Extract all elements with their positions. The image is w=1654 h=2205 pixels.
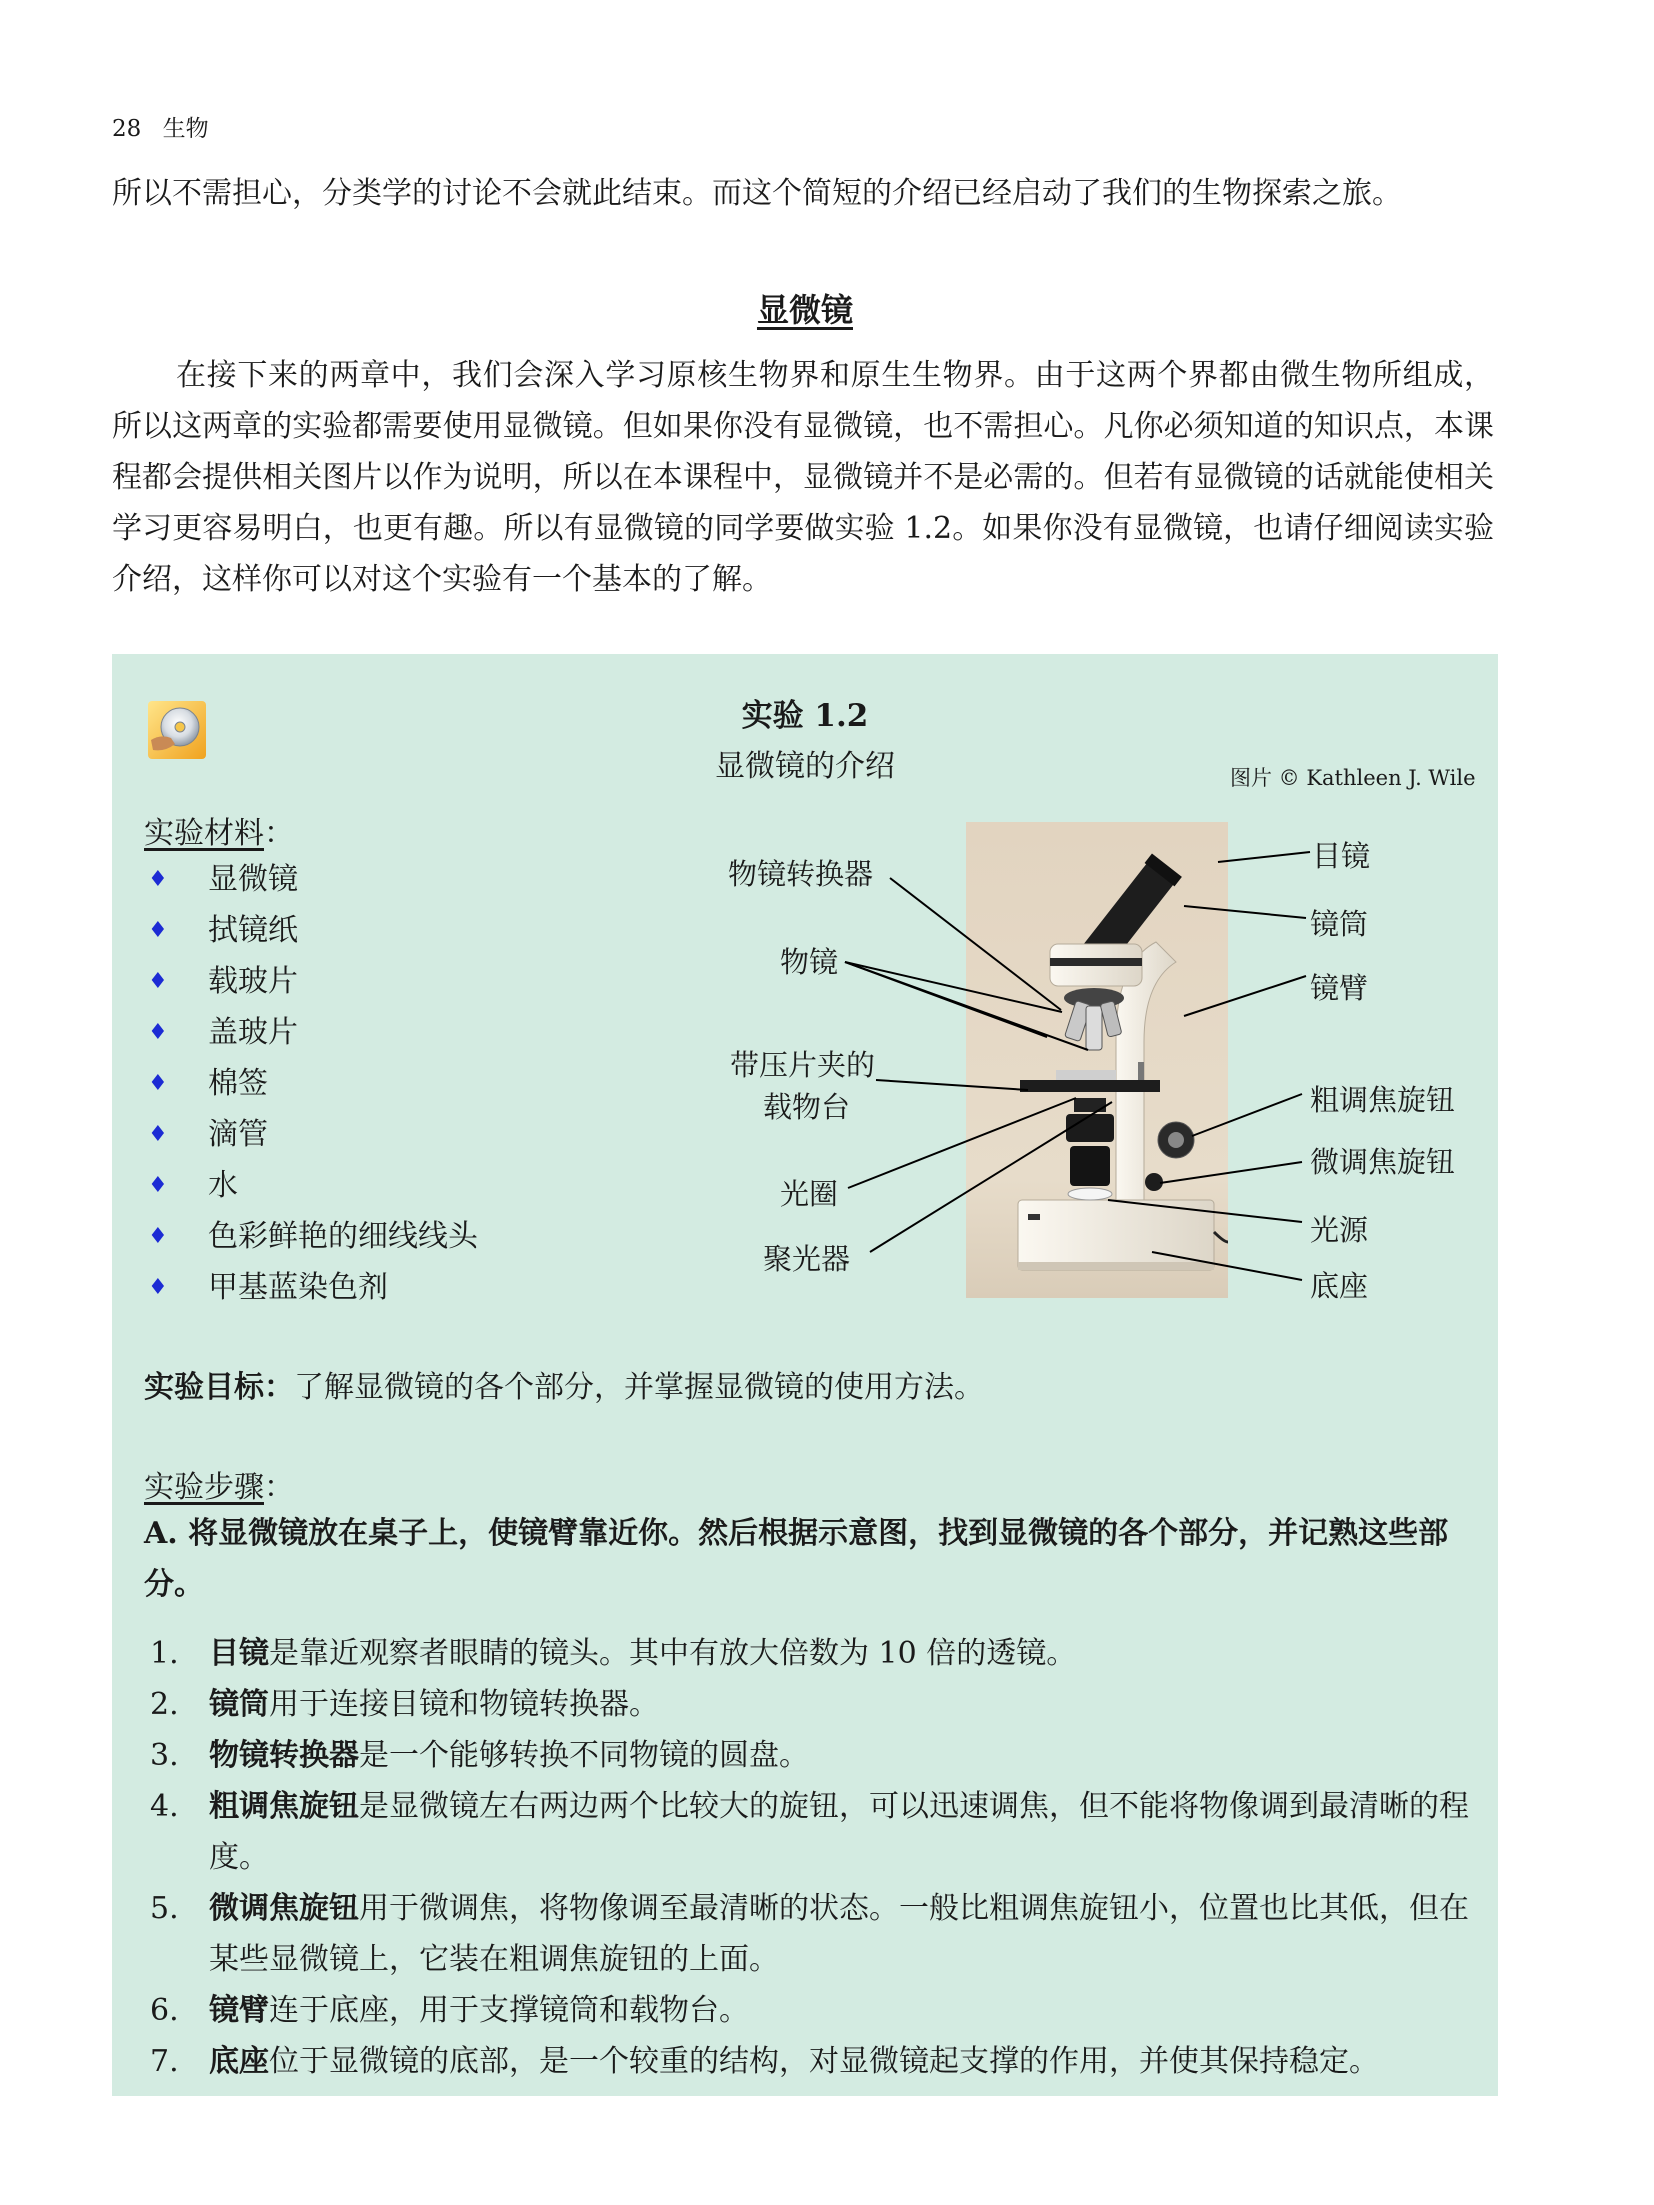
diamond-bullet-icon: ♦ xyxy=(148,1071,168,1096)
cd-icon xyxy=(147,700,207,760)
section-paragraph: 在接下来的两章中，我们会深入学习原核生物界和原生生物界。由于这两个界都由微生物所组成，所以这两章的实验都需要使用显微镜。但如果你没有显微镜，也不需担心。凡你必须知道的知识点，本课程都会提供相关图片以作为说明，所以在本课程中，显微镜并不是必需的。但若有显微镜的话就能使相关学习更容易明白，也更有趣。所以有显微镜的同学要做实验 1.2。如果你没有显微镜，也请仔细阅读实验介绍，这样你可以对这个实验有一个基本的了解。 xyxy=(112,358,1494,597)
label-objective: 物镜 xyxy=(780,945,839,979)
material-item: ♦ 显微镜 xyxy=(148,854,478,905)
step-item: 4. 粗调焦旋钮是显微镜左右两边两个比较大的旋钮，可以迅速调焦，但不能将物像调到最清晰的程度。 xyxy=(150,1789,1469,1875)
step-item: 7. 底座位于显微镜的底部，是一个较重的结构，对显微镜起支撑的作用，并使其保持稳定。 xyxy=(150,2044,1379,2079)
label-fine-knob: 微调焦旋钮 xyxy=(1310,1145,1456,1179)
diamond-bullet-icon: ♦ xyxy=(148,867,168,892)
diamond-bullet-icon: ♦ xyxy=(148,1173,168,1198)
goal-text: 了解显微镜的各个部分，并掌握显微镜的使用方法。 xyxy=(294,1370,984,1405)
label-tube: 镜筒 xyxy=(1310,907,1369,941)
experiment-subtitle: 显微镜的介绍 xyxy=(715,749,895,784)
step-item: 3. 物镜转换器是一个能够转换不同物镜的圆盘。 xyxy=(150,1738,809,1773)
label-coarse-knob: 粗调焦旋钮 xyxy=(1310,1083,1456,1117)
step-item: 6. 镜臂连于底座，用于支撑镜筒和载物台。 xyxy=(150,1993,749,2028)
experiment-goal: 实验目标：了解显微镜的各个部分，并掌握显微镜的使用方法。 xyxy=(144,1370,984,1405)
label-stage-line2: 载物台 xyxy=(763,1090,851,1124)
step-a: A. 将显微镜放在桌子上，使镜臂靠近你。然后根据示意图，找到显微镜的各个部分，并记熟这些部分。 xyxy=(144,1516,1449,1602)
materials-list xyxy=(148,854,478,1313)
material-item: ♦ 拭镜纸 xyxy=(148,905,478,956)
label-condenser: 聚光器 xyxy=(763,1242,851,1276)
diamond-bullet-icon: ♦ xyxy=(148,969,168,994)
steps-heading: 实验步骤： xyxy=(144,1470,294,1505)
label-light-source: 光源 xyxy=(1310,1213,1369,1247)
microscope-photo xyxy=(966,822,1228,1298)
steps-list xyxy=(150,1628,1480,2087)
intro-paragraph: 所以不需担心，分类学的讨论不会就此结束。而这个简短的介绍已经启动了我们的生物探索之旅。 xyxy=(112,176,1402,211)
section-title: 显微镜 xyxy=(756,291,853,329)
material-item: ♦ 甲基蓝染色剂 xyxy=(148,1262,478,1313)
photo-credit: 图片 © Kathleen J. Wile xyxy=(1230,766,1476,790)
page-header xyxy=(112,110,209,143)
label-stage-line1: 带压片夹的 xyxy=(730,1048,876,1082)
diamond-bullet-icon: ♦ xyxy=(148,1224,168,1249)
diamond-bullet-icon: ♦ xyxy=(148,1020,168,1045)
step-item: 1. 目镜是靠近观察者眼睛的镜头。其中有放大倍数为 10 倍的透镜。 xyxy=(150,1636,1077,1671)
label-arm: 镜臂 xyxy=(1310,971,1369,1005)
diamond-bullet-icon: ♦ xyxy=(148,1122,168,1147)
label-diaphragm: 光圈 xyxy=(780,1177,839,1211)
materials-label: 实验材料 xyxy=(144,816,264,851)
step-item: 2. 镜筒用于连接目镜和物镜转换器。 xyxy=(150,1687,659,1722)
page-number: 28 xyxy=(112,116,142,142)
running-title: 生物 xyxy=(162,116,209,142)
material-item: ♦ 载玻片 xyxy=(148,956,478,1007)
steps-label: 实验步骤 xyxy=(144,1470,264,1505)
label-base: 底座 xyxy=(1310,1269,1369,1303)
goal-label: 实验目标 xyxy=(144,1370,264,1405)
material-item: ♦ 水 xyxy=(148,1160,478,1211)
material-item: ♦ 色彩鲜艳的细线线头 xyxy=(148,1211,478,1262)
step-item: 5. 微调焦旋钮用于微调焦，将物像调至最清晰的状态。一般比粗调焦旋钮小，位置也比其低，但在某些显微镜上，它装在粗调焦旋钮的上面。 xyxy=(150,1891,1469,1977)
label-eyepiece: 目镜 xyxy=(1312,839,1371,873)
material-item: ♦ 盖玻片 xyxy=(148,1007,478,1058)
material-item: ♦ 棉签 xyxy=(148,1058,478,1109)
material-item: ♦ 滴管 xyxy=(148,1109,478,1160)
experiment-title: 实验 1.2 xyxy=(741,698,869,734)
diamond-bullet-icon: ♦ xyxy=(148,1275,168,1300)
label-nosepiece: 物镜转换器 xyxy=(728,857,874,891)
materials-heading: 实验材料： xyxy=(144,816,294,851)
diamond-bullet-icon: ♦ xyxy=(148,918,168,943)
